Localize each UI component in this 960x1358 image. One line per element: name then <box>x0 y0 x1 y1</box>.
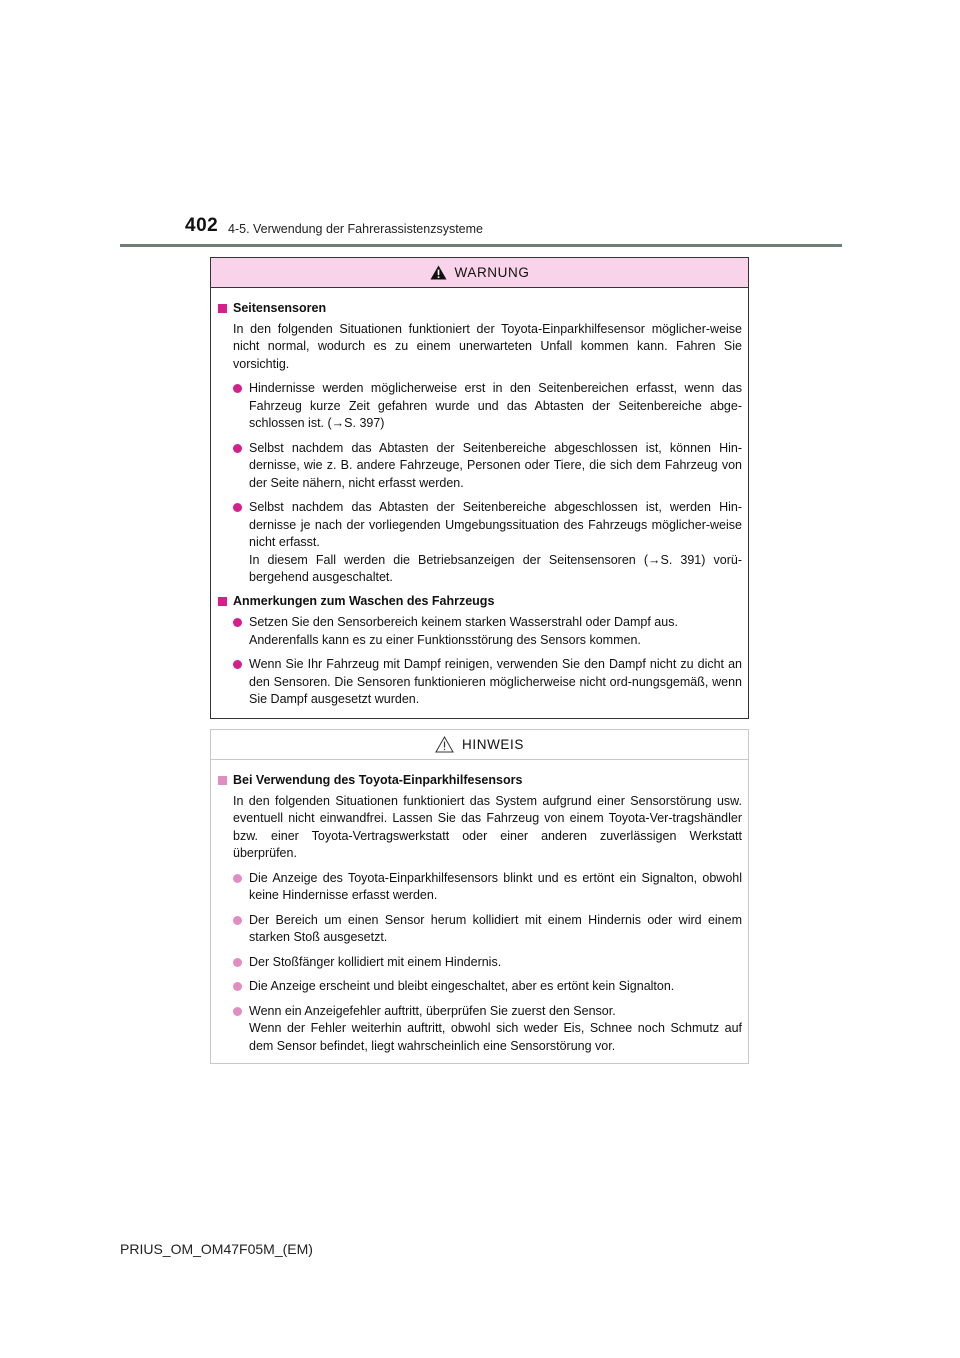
round-bullet-icon <box>233 982 242 991</box>
topic-heading-text: Seitensensoren <box>233 301 327 315</box>
square-bullet-icon <box>218 776 227 785</box>
list-item <box>218 614 742 649</box>
warning-box <box>210 257 749 719</box>
list-item-text: Selbst nachdem das Abtasten der Seitenbereiche abgeschlossen ist, können Hin-dernisse, wie z. B. andere Fahrzeuge, Personen oder Tiere, die sich dem Fahrzeug von der Seite nähern, nicht erfasst werden. <box>249 440 742 490</box>
warning-triangle-icon <box>430 265 447 280</box>
list-item-text: Selbst nachdem das Abtasten der Seitenbereiche abgeschlossen ist, werden Hin-dernisse je nach der vorliegenden Umgebungssituation des Fahrzeugs möglicher-weise nicht erfasst. In diesem Fall werden die Betriebsanzeigen der Seitensensoren (→S. 391) vorü-bergehend ausgeschaltet. <box>249 500 742 584</box>
notice-box-body <box>211 760 748 1055</box>
list-item-text: Wenn ein Anzeigefehler auftritt, überprüfen Sie zuerst den Sensor. Wenn der Fehler weiterhin auftritt, obwohl sich weder Eis, Schnee noch Schmutz auf dem Sensor befindet, liegt wahrscheinlich eine Sensorstörung vor. <box>249 1003 742 1053</box>
list-item <box>218 440 742 493</box>
topic-heading-text: Bei Verwendung des Toyota-Einparkhilfesensors <box>233 773 523 787</box>
round-bullet-icon <box>233 958 242 967</box>
round-bullet-icon <box>233 444 242 453</box>
list-item <box>218 1003 742 1056</box>
list-item-text: Die Anzeige erscheint und bleibt eingeschaltet, aber es ertönt kein Signalton. <box>249 979 675 993</box>
list-item-text: Hindernisse werden möglicherweise erst in den Seitenbereichen erfasst, wenn das Fahrzeug kurze Zeit gefahren wurde und das Abtasten der Seitenbereiche abge-schlossen ist. (→S. 397) <box>249 381 742 430</box>
list-item-text: Die Anzeige des Toyota-Einparkhilfesensors blinkt und es ertönt ein Signalton, obwohl keine Hindernisse erfasst werden. <box>249 870 742 902</box>
round-bullet-icon <box>233 874 242 883</box>
round-bullet-icon <box>233 384 242 393</box>
list-item <box>218 870 742 905</box>
round-bullet-icon <box>233 916 242 925</box>
square-bullet-icon <box>218 304 227 313</box>
page-number: 402 <box>185 215 219 236</box>
round-bullet-icon <box>233 1007 242 1016</box>
round-bullet-icon <box>233 660 242 669</box>
notice-box-header <box>211 730 748 760</box>
square-bullet-icon <box>218 597 227 606</box>
topic-intro: In den folgenden Situationen funktioniert der Toyota-Einparkhilfesensor möglicher-weise nicht normal, wodurch es zu einem unerwarteten Unfall kommen kann. Fahren Sie vorsichtig. <box>233 321 742 371</box>
list-item <box>218 380 742 433</box>
list-item-text: Der Bereich um einen Sensor herum kollidiert mit einem Hindernis oder wird einem starken Stoß ausgesetzt. <box>249 912 742 944</box>
list-item <box>218 978 742 996</box>
topic-heading <box>218 300 742 318</box>
topic-intro: In den folgenden Situationen funktioniert das System aufgrund einer Sensorstörung usw. eventuell nicht einwandfrei. Lassen Sie das Fahrzeug von einem Toyota-Ver-tragshändler bzw. einer Toyota-Vertragswerkstatt oder einer anderen zuverlässigen Werkstatt überprüfen. <box>233 793 742 860</box>
topic-heading <box>218 772 742 790</box>
notice-title: HINWEIS <box>462 737 524 752</box>
topic-heading <box>218 593 742 611</box>
caution-triangle-outline-icon <box>435 736 454 753</box>
list-item <box>218 656 742 709</box>
list-item <box>218 499 742 587</box>
header-rule <box>120 244 842 247</box>
list-item-text: Setzen Sie den Sensorbereich keinem starken Wasserstrahl oder Dampf aus. Anderenfalls kann es zu einer Funktionsstörung des Sensors kommen. <box>249 615 678 647</box>
round-bullet-icon <box>233 618 242 627</box>
list-item <box>218 912 742 947</box>
warning-title: WARNUNG <box>454 265 530 280</box>
section-title: 4-5. Verwendung der Fahrerassistenzsysteme <box>228 222 483 236</box>
document-code: PRIUS_OM_OM47F05M_(EM) <box>120 1241 313 1257</box>
list-item-text: Der Stoßfänger kollidiert mit einem Hindernis. <box>249 954 502 969</box>
list-item-text: Wenn Sie Ihr Fahrzeug mit Dampf reinigen, verwenden Sie den Dampf nicht zu dicht an den Sensoren. Die Sensoren funktionieren möglicherweise nicht ord-nungsgemäß, wenn Sie Dampf ausgesetzt wurden. <box>249 657 742 706</box>
warning-box-body <box>211 288 748 709</box>
topic-heading-text: Anmerkungen zum Waschen des Fahrzeugs <box>233 593 495 608</box>
warning-box-header <box>211 258 748 288</box>
list-item <box>218 954 742 972</box>
round-bullet-icon <box>233 503 242 512</box>
notice-box <box>210 729 749 1064</box>
